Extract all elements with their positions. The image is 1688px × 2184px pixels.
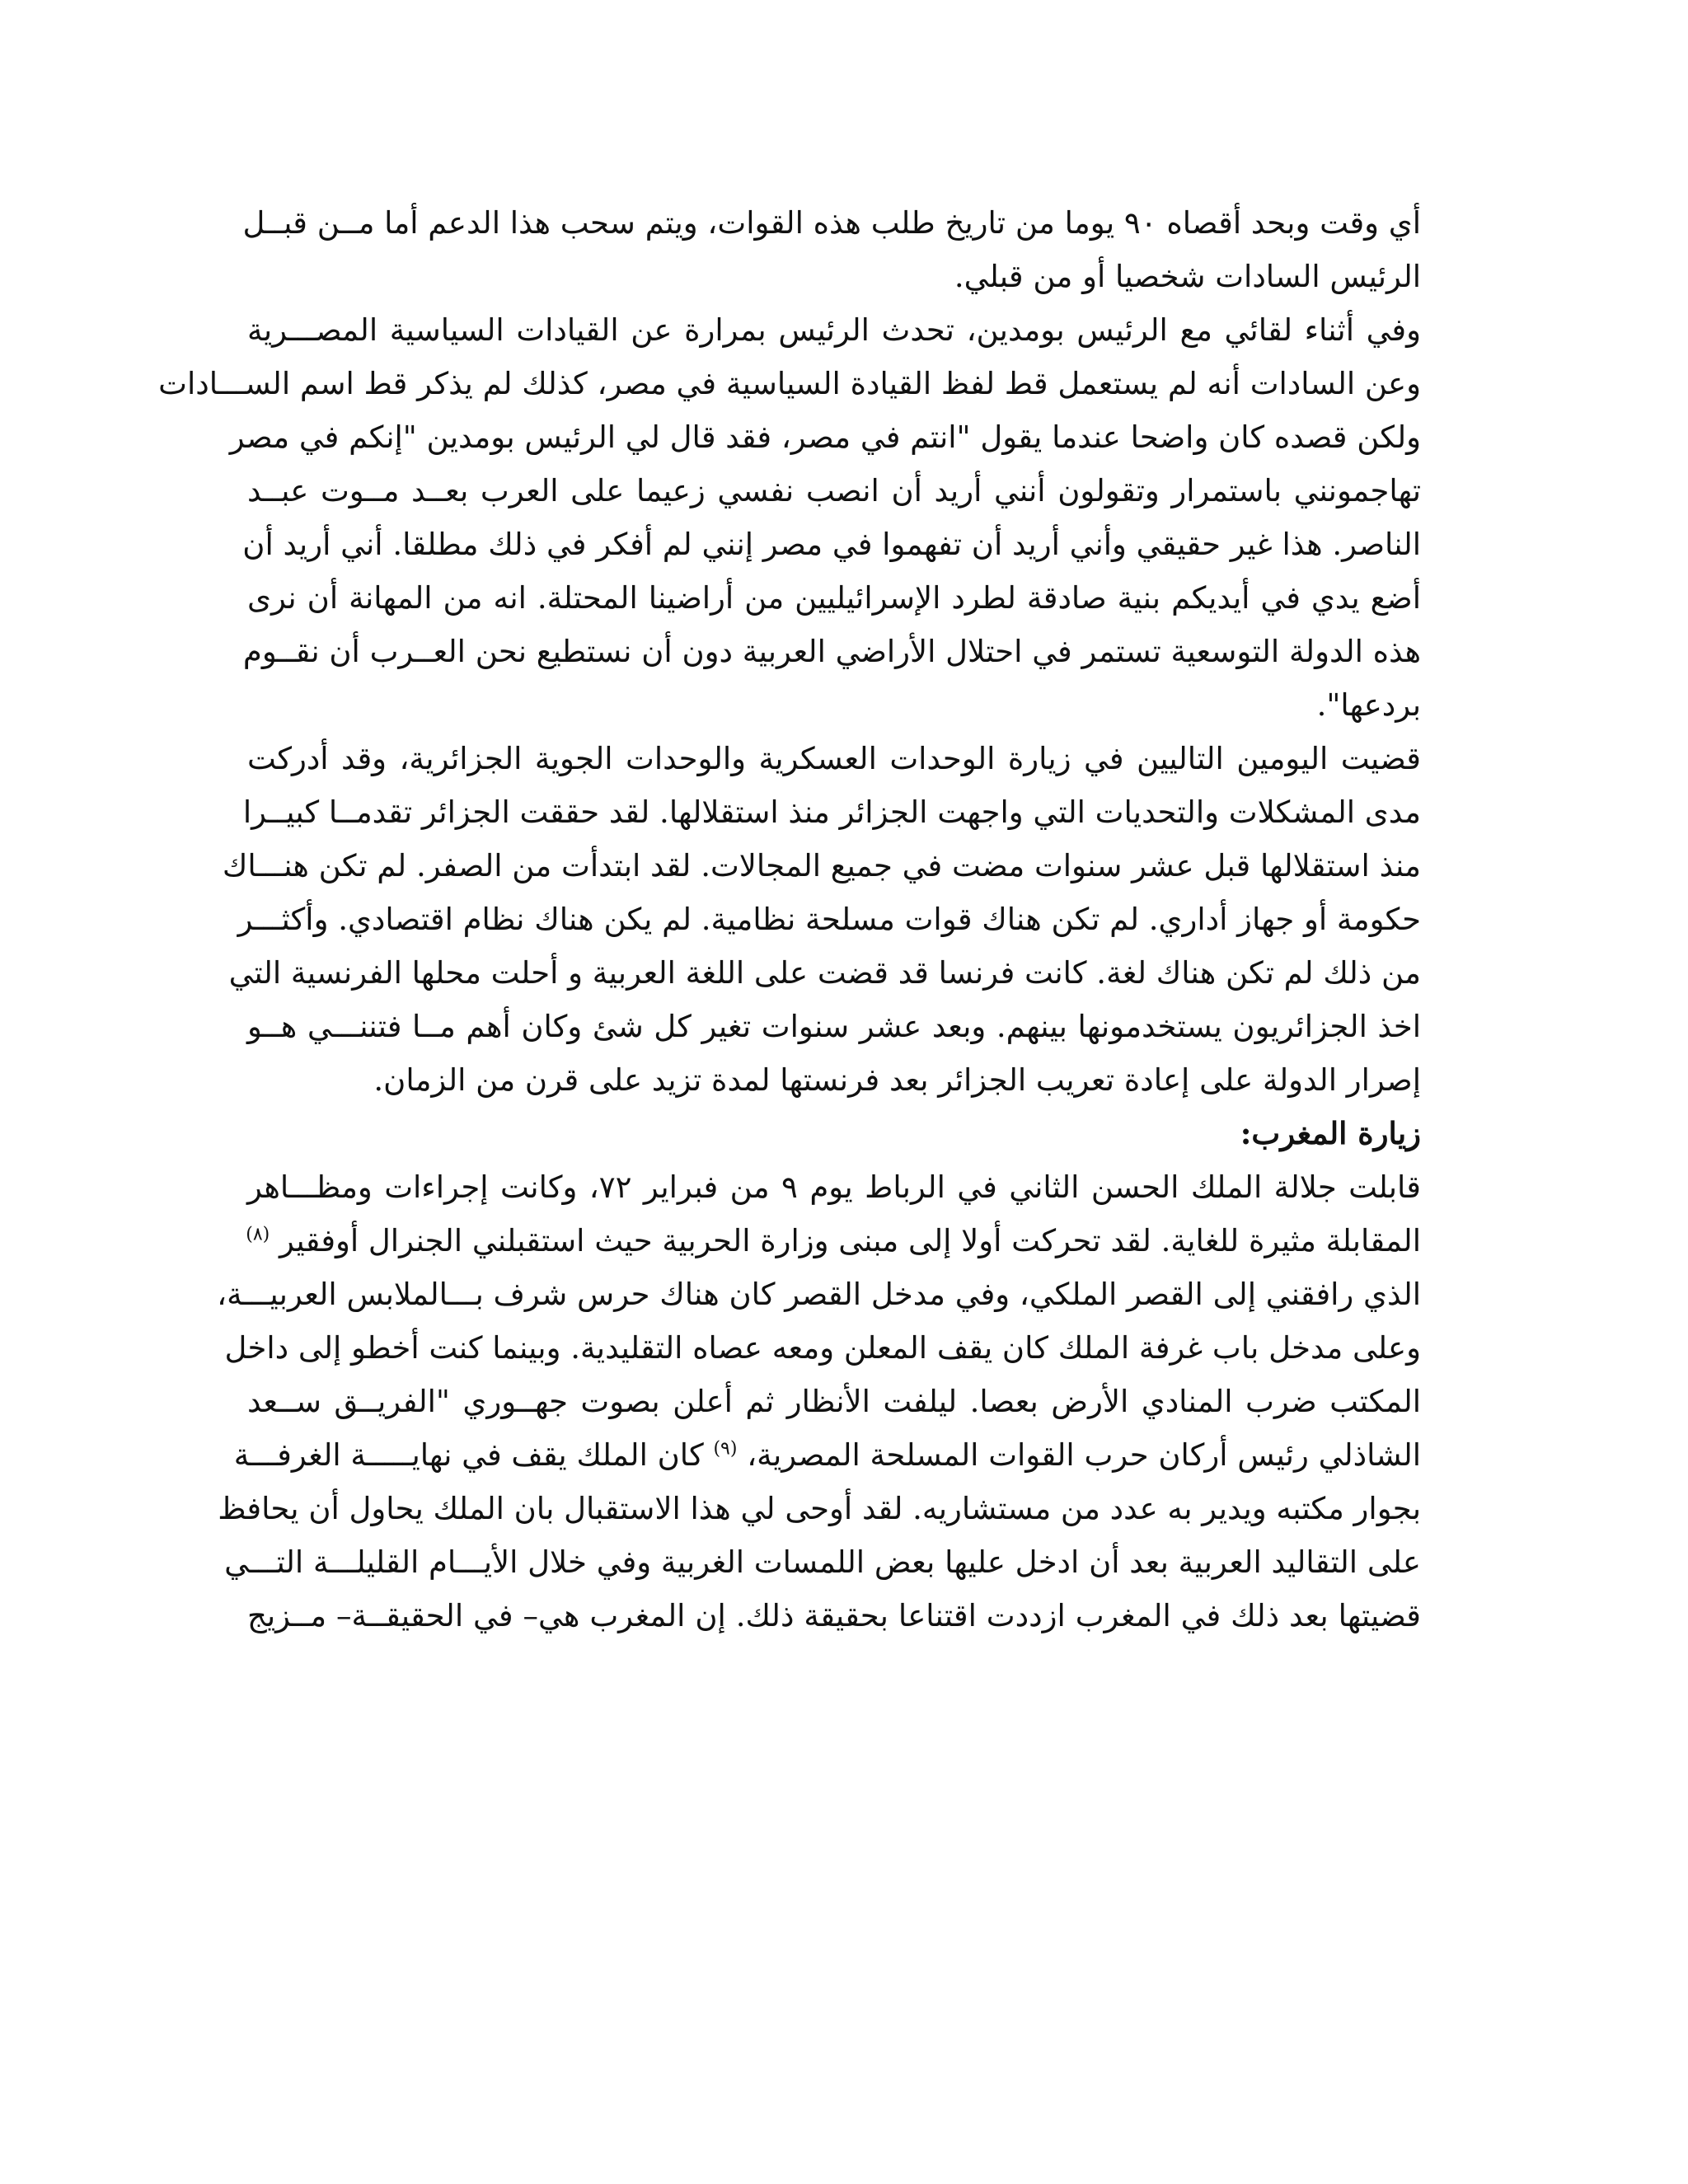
text-line: الناصر. هذا غير حقيقي وأني أريد أن تفهموا في مصر إنني لم أفكر في ذلك مطلقا. أني أريد أن — [242, 527, 1421, 562]
text-line: وعلى مدخل باب غرفة الملك كان يقف المعلن ومعه عصاه التقليدية. وبينما كنت أخطو إلى داخل — [224, 1330, 1421, 1366]
line-text: المقابلة مثيرة للغاية. لقد تحركت أولا إلى مبنى وزارة الحربية حيث استقبلني الجنرال أوفقير — [279, 1223, 1421, 1258]
text-line: قابلت جلالة الملك الحسن الثاني في الرباط يوم ٩ من فبراير ٧٢، وكانت إجراءات ومظـــاهر — [247, 1169, 1421, 1205]
text-line: بردعها". — [1316, 687, 1421, 723]
line-text-rest: كان الملك يقف في نهايـــــة الغرفـــة — [233, 1437, 704, 1473]
paragraph-4 — [217, 1160, 1421, 1643]
paragraph-1 — [242, 196, 1421, 303]
section-heading: زيارة المغرب: — [1240, 1115, 1421, 1151]
paragraph-3 — [222, 732, 1421, 1107]
text-line: على التقاليد العربية بعد أن ادخل عليها بعض اللمسات الغربية وفي خلال الأيـــام القليلـــة التـــي — [224, 1544, 1421, 1580]
text-line: تهاجمونني باستمرار وتقولون أنني أريد أن انصب نفسي زعيما على العرب بعــد مــوت عبــد — [247, 473, 1421, 509]
text-line: قضيت اليومين التاليين في زيارة الوحدات العسكرية والوحدات الجوية الجزائرية، وقد أدركت — [247, 741, 1421, 776]
text-line: أضع يدي في أيديكم بنية صادقة لطرد الإسرائيليين من أراضينا المحتلة. انه من المهانة أن نرى — [247, 580, 1421, 616]
text-line: هذه الدولة التوسعية تستمر في احتلال الأراضي العربية دون أن نستطيع نحن العــرب أن نقــوم — [242, 634, 1421, 669]
text-line: حكومة أو جهاز أداري. لم تكن هناك قوات مسلحة نظامية. لم يكن هناك نظام اقتصادي. وأكثـــر — [237, 902, 1421, 937]
text-line: منذ استقلالها قبل عشر سنوات مضت في جميع المجالات. لقد ابتدأت من الصفر. لم تكن هنـــاك — [222, 848, 1421, 883]
text-line: أي وقت وبحد أقصاه ٩٠ يوما من تاريخ طلب هذه القوات، ويتم سحب هذا الدعم أما مــن قبــل — [242, 205, 1421, 241]
text-line: المكتب ضرب المنادي الأرض بعصا. ليلفت الأنظار ثم أعلن بصوت جهــوري "الفريــق ســعد — [247, 1384, 1421, 1419]
text-line-with-footnote — [233, 1428, 1421, 1482]
text-line: بجوار مكتبه ويدير به عدد من مستشاريه. لقد أوحى لي هذا الاستقبال بان الملك يحاول أن يحافظ — [218, 1491, 1421, 1526]
footnote-ref-9: (٩) — [713, 1438, 738, 1460]
footnote-ref-8: (٨) — [246, 1224, 270, 1245]
text-line: من ذلك لم تكن هناك لغة. كانت فرنسا قد قضت على اللغة العربية و أحلت محلها الفرنسية التي — [228, 955, 1421, 991]
text-line: الذي رافقني إلى القصر الملكي، وفي مدخل القصر كان هناك حرس شرف بـــالملابس العربيـــة، — [217, 1277, 1421, 1312]
line-text: الشاذلي رئيس أركان حرب القوات المسلحة المصرية، — [747, 1437, 1421, 1473]
text-line: اخذ الجزائريون يستخدمونها بينهم. وبعد عشر سنوات تغير كل شئ وكان أهم مــا فتننـــي هــو — [247, 1009, 1421, 1044]
text-line: الرئيس السادات شخصيا أو من قبلي. — [954, 259, 1421, 294]
text-line: إصرار الدولة على إعادة تعريب الجزائر بعد فرنستها لمدة تزيد على قرن من الزمان. — [373, 1062, 1421, 1098]
paragraph-2 — [158, 303, 1421, 732]
text-line: وعن السادات أنه لم يستعمل قط لفظ القيادة السياسية في مصر، كذلك لم يذكر قط اسم الســـادات — [158, 366, 1421, 401]
text-line: قضيتها بعد ذلك في المغرب ازددت اقتناعا بحقيقة ذلك. إن المغرب هي– في الحقيقــة– مــزيج — [247, 1598, 1421, 1633]
text-line-with-footnote — [247, 1214, 1421, 1268]
text-line: وفي أثناء لقائي مع الرئيس بومدين، تحدث الرئيس بمرارة عن القيادات السياسية المصـــرية — [247, 312, 1421, 348]
text-line: ولكن قصده كان واضحا عندما يقول "انتم في مصر، فقد قال لي الرئيس بومدين "إنكم في مصر — [229, 419, 1421, 455]
text-line: مدى المشكلات والتحديات التي واجهت الجزائر منذ استقلالها. لقد حققت الجزائر تقدمــا كبيــرا — [242, 794, 1421, 830]
document-body — [158, 196, 1421, 1643]
